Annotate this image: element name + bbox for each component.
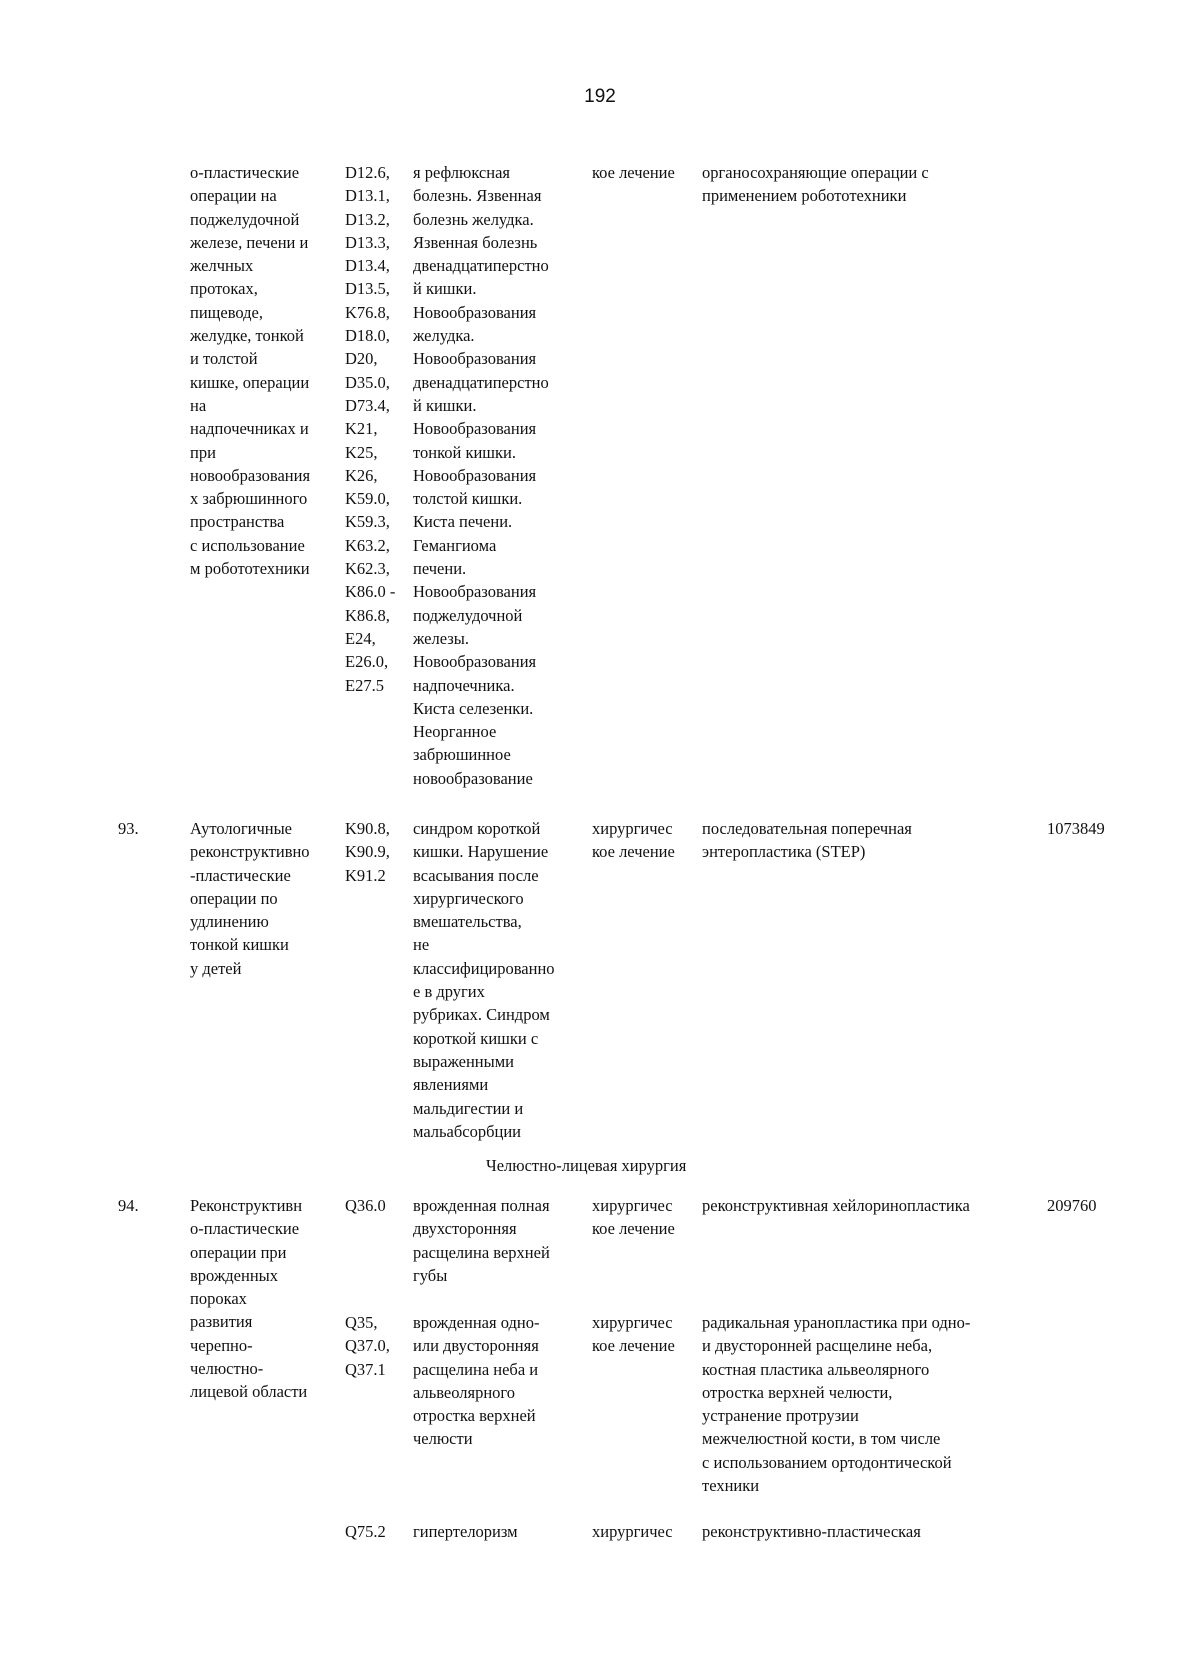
row-2-number: 94. <box>118 1196 139 1215</box>
row-2-name: Реконструктивн о-пластические операции при врожденных пороках развития черепно- челюстно- лицевой области <box>190 1196 308 1402</box>
row-4-diagnosis: гипертелоризм <box>413 1522 518 1541</box>
page-number: 192 <box>584 86 616 107</box>
row-1-method: последовательная поперечная энтеропластика (STEP) <box>702 819 912 862</box>
row-1-diagnosis: синдром короткой кишки. Нарушение всасывания после хирургического вмешательства, не классифицированно е в других рубриках. Синдром короткой кишки с выраженными явлениями мальдигестии и мальабсорбции <box>413 819 555 1141</box>
row-2-cost: 209760 <box>1047 1196 1097 1215</box>
row-0-diagnosis: я рефлюксная болезнь. Язвенная болезнь желудка. Язвенная болезнь двенадцатиперстно й кишки. Новообразования желудка. Новообразования двенадцатиперстно й кишки. Новообразования тонкой кишки. Новообразования толстой кишки. Киста печени. Гемангиома печени. Новообразования поджелудочной железы. Новообразования надпочечника. Киста селезенки. Неорганное забрюшинное новообразование <box>413 163 549 788</box>
row-1-treatment: хирургичес кое лечение <box>592 819 675 862</box>
row-3-codes: Q35, Q37.0, Q37.1 <box>345 1313 390 1379</box>
row-1-codes: K90.8, K90.9, K91.2 <box>345 819 390 885</box>
row-1-name: Аутологичные реконструктивно -пластические операции по удлинению тонкой кишки у детей <box>190 819 310 978</box>
row-1-number: 93. <box>118 819 139 838</box>
row-4-method: реконструктивно-пластическая <box>702 1522 921 1541</box>
row-3-treatment: хирургичес кое лечение <box>592 1313 675 1356</box>
row-2-treatment: хирургичес кое лечение <box>592 1196 675 1239</box>
row-4-treatment: хирургичес <box>592 1522 673 1541</box>
row-3-diagnosis: врожденная одно- или двусторонняя расщелина неба и альвеолярного отростка верхней челюсти <box>413 1313 540 1449</box>
row-2-method: реконструктивная хейлоринопластика <box>702 1196 970 1215</box>
row-4-codes: Q75.2 <box>345 1522 386 1541</box>
row-0-method: органосохраняющие операции с применением робототехники <box>702 163 929 206</box>
row-2-codes: Q36.0 <box>345 1196 386 1215</box>
row-0-codes: D12.6, D13.1, D13.2, D13.3, D13.4, D13.5, K76.8, D18.0, D20, D35.0, D73.4, K21, K25, K26, K59.0, K59.3, K63.2, K62.3, K86.0 - K86.8, E24, E26.0, E27.5 <box>345 163 396 695</box>
row-0-name: о-пластические операции на поджелудочной железе, печени и желчных протоках, пищеводе, желудке, тонкой и толстой кишке, операции на надпочечниках и при новообразования х забрюшинного пространства с использование м робототехники <box>190 163 311 579</box>
section-heading: Челюстно-лицевая хирургия <box>486 1156 687 1175</box>
row-2-diagnosis: врожденная полная двухсторонняя расщелина верхней губы <box>413 1196 550 1285</box>
row-0-treatment: кое лечение <box>592 163 675 182</box>
row-3-method: радикальная уранопластика при одно- и двусторонней расщелине неба, костная пластика альвеолярного отростка верхней челюсти, устранение протрузии межчелюстной кости, в том числе с использованием ортодонтической техники <box>702 1313 971 1496</box>
row-1-cost: 1073849 <box>1047 819 1105 838</box>
